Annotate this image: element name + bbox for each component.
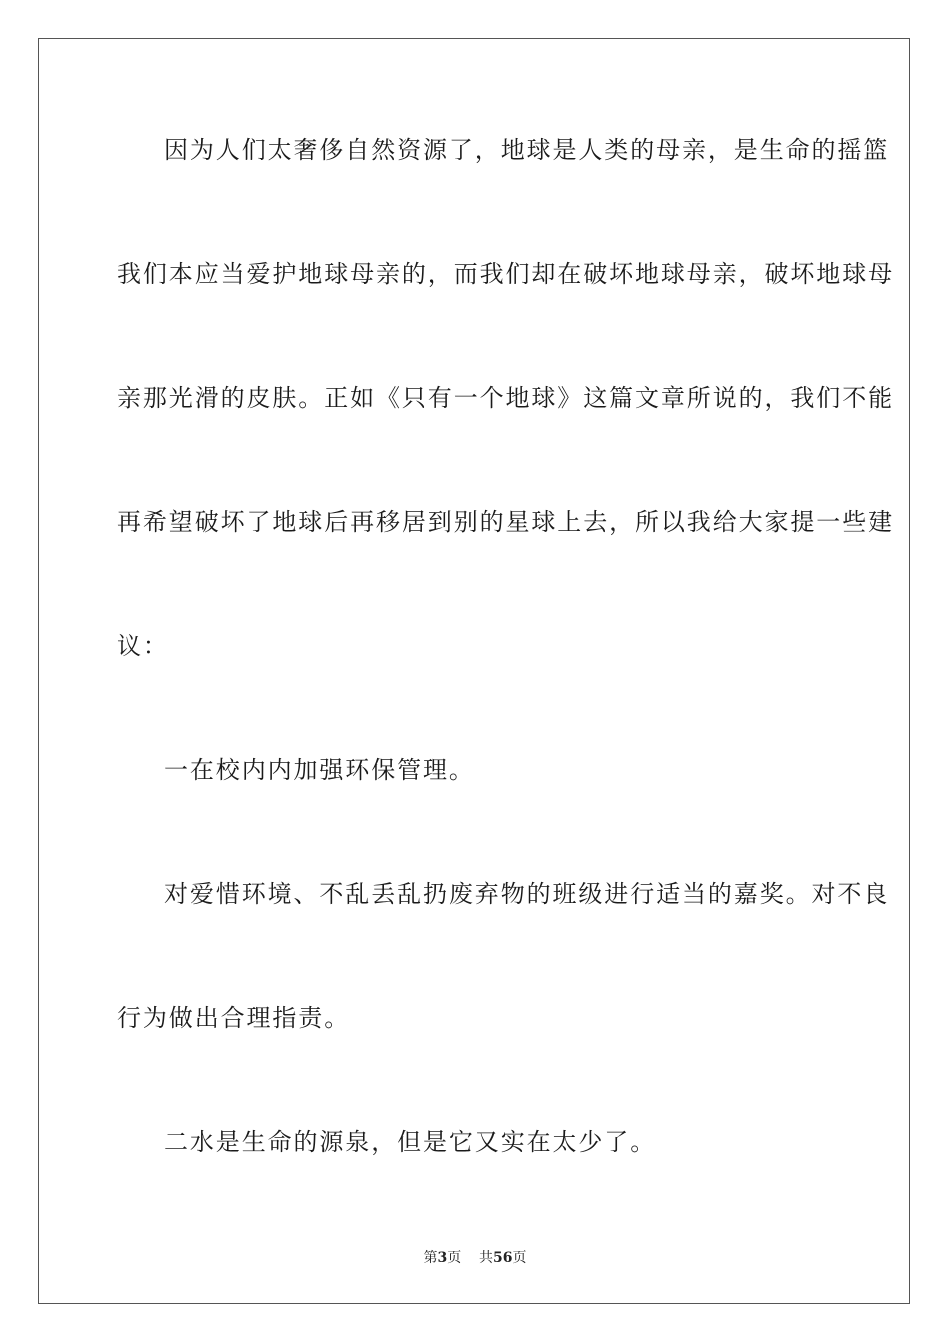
page-number: 3	[437, 1250, 448, 1266]
page-prefix: 第	[423, 1250, 438, 1266]
paragraph-line-6: 一在校内内加强环保管理。	[164, 756, 475, 784]
paragraph-line-3: 亲那光滑的皮肤。正如《只有一个地球》这篇文章所说的，我们不能	[117, 384, 894, 412]
paragraph-line-7: 对爱惜环境、不乱丢乱扔废弃物的班级进行适当的嘉奖。对不良	[164, 880, 890, 908]
paragraph-line-5: 议：	[117, 632, 169, 660]
paragraph-line-4: 再希望破坏了地球后再移居到别的星球上去，所以我给大家提一些建	[117, 508, 894, 536]
paragraph-line-1: 因为人们太奢侈自然资源了，地球是人类的母亲，是生命的摇篮	[164, 136, 890, 164]
total-prefix: 共	[479, 1250, 494, 1266]
total-pages: 56	[493, 1250, 513, 1266]
paragraph-line-2: 我们本应当爱护地球母亲的，而我们却在破坏地球母亲，破坏地球母	[117, 260, 894, 288]
total-suffix: 页	[512, 1250, 527, 1266]
page-border	[38, 38, 910, 1304]
page-suffix: 页	[447, 1250, 462, 1266]
page-footer	[0, 1247, 950, 1267]
paragraph-line-9: 二水是生命的源泉，但是它又实在太少了。	[164, 1128, 657, 1156]
paragraph-line-8: 行为做出合理指责。	[117, 1004, 351, 1032]
